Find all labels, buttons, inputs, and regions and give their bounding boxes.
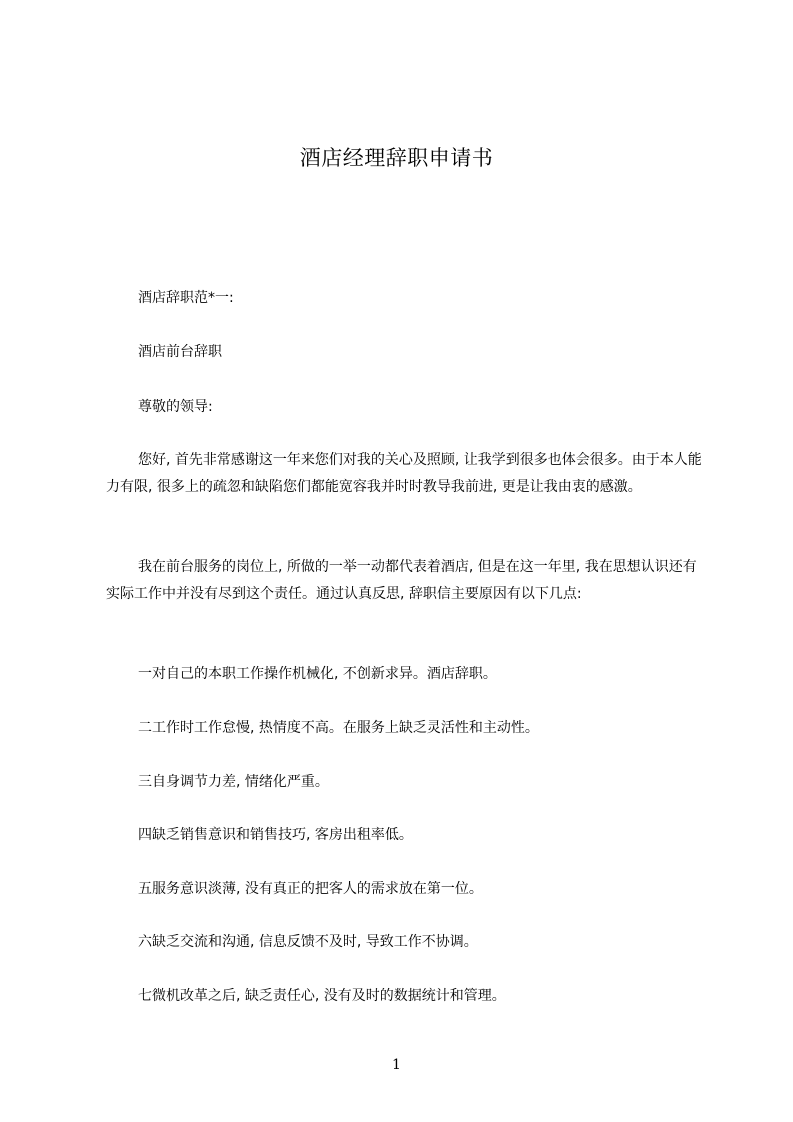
list-item-reason-3: 三自身调节力差, 情绪化严重。: [138, 774, 329, 790]
list-item-reason-5: 五服务意识淡薄, 没有真正的把客人的需求放在第一位。: [138, 881, 483, 897]
list-item-reason-1: 一对自己的本职工作操作机械化, 不创新求异。酒店辞职。: [138, 666, 497, 682]
paragraph-greeting: 尊敬的领导:: [138, 399, 213, 415]
paragraph-reasons-intro: 我在前台服务的岗位上, 所做的一举一动都代表着酒店, 但是在这一年里, 我在思想认识还有实际工作中并没有尽到这个责任。通过认真反思, 辞职信主要原因有以下几点:: [106, 559, 697, 602]
page-number: 1: [392, 1057, 401, 1073]
paragraph-subtitle: 酒店前台辞职: [138, 344, 222, 360]
list-item-reason-6: 六缺乏交流和沟通, 信息反馈不及时, 导致工作不协调。: [138, 934, 478, 950]
list-item-reason-7: 七微机改革之后, 缺乏责任心, 没有及时的数据统计和管理。: [138, 988, 506, 1004]
document-title: 酒店经理辞职申请书: [299, 146, 494, 170]
paragraph-thanks: 您好, 首先非常感谢这一年来您们对我的关心及照顾, 让我学到很多也体会很多。由于本人能力有限, 很多上的疏忽和缺陷您们都能宽容我并时时教导我前进, 更是让我由衷的感激。: [106, 452, 702, 495]
list-item-reason-2: 二工作时工作怠慢, 热情度不高。在服务上缺乏灵活性和主动性。: [138, 720, 539, 736]
paragraph-salutation-heading: 酒店辞职范*一:: [138, 290, 234, 306]
list-item-reason-4: 四缺乏销售意识和销售技巧, 客房出租率低。: [138, 827, 413, 843]
